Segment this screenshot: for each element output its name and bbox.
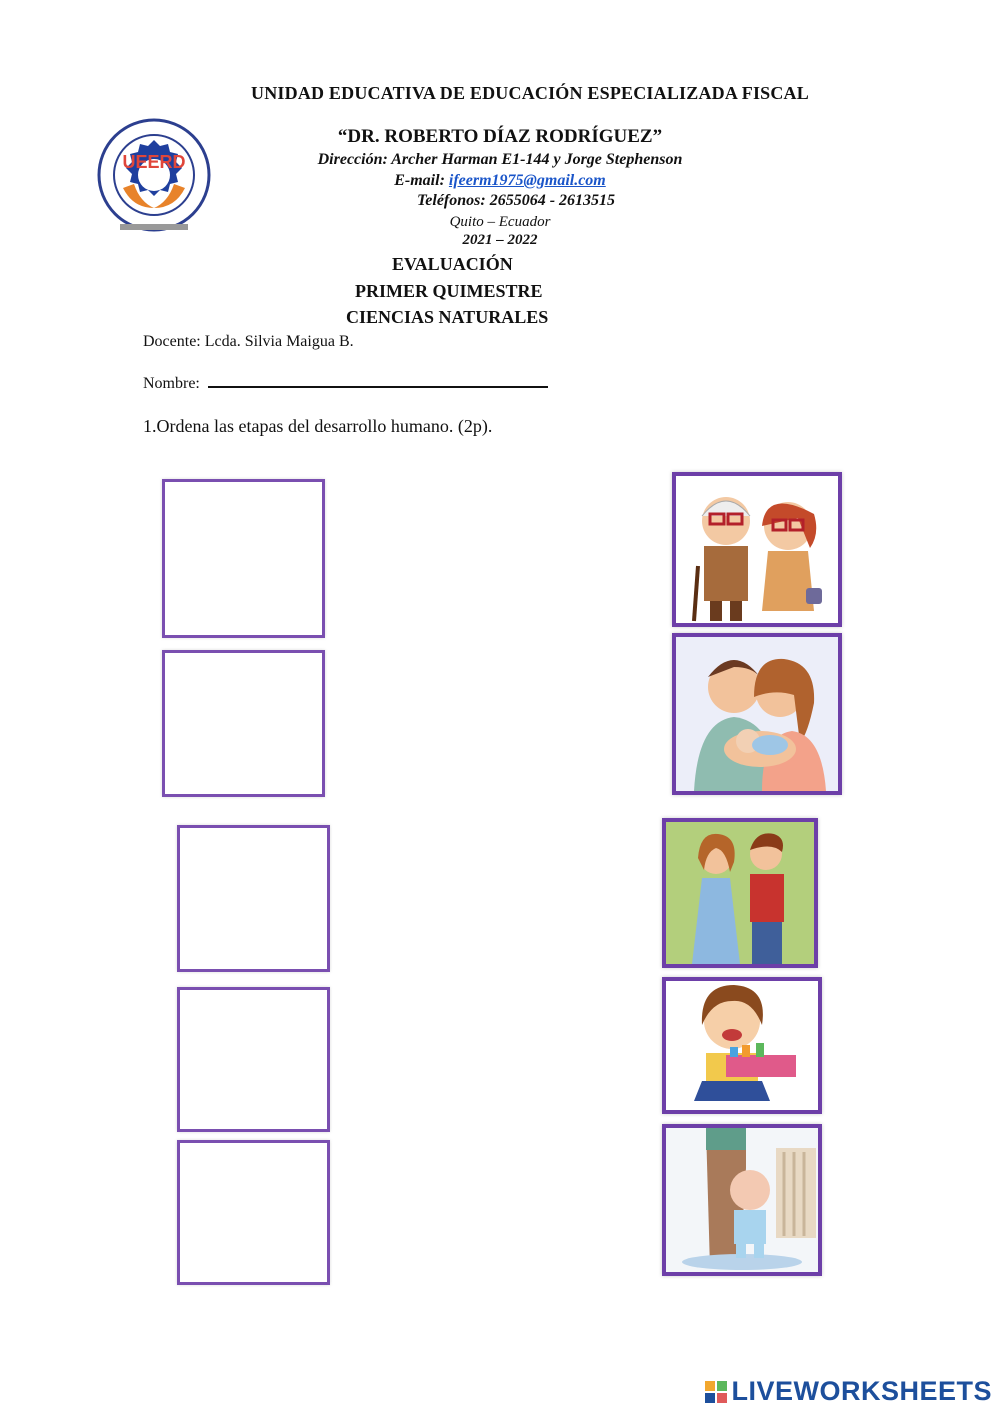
parents-with-baby-image[interactable] (672, 633, 842, 795)
answer-box-5[interactable] (177, 1140, 330, 1285)
answer-box-3[interactable] (177, 825, 330, 972)
question-1: 1.Ordena las etapas del desarrollo humano. (2p). (143, 416, 493, 436)
nombre-label: Nombre: (143, 375, 200, 392)
teacher-name: Docente: Lcda. Silvia Maigua B. (143, 333, 354, 350)
footer-text: LIVEWORKSHEETS (731, 1376, 992, 1406)
email-label: E-mail: (394, 172, 445, 189)
elderly-couple-image[interactable] (672, 472, 842, 627)
liveworksheets-brand[interactable] (705, 1376, 992, 1407)
young-adult-couple-image[interactable] (662, 818, 818, 968)
phones: Teléfonos: 2655064 - 2613515 (416, 192, 616, 209)
years: 2021 – 2022 (462, 232, 538, 248)
toddler-walking-image[interactable] (662, 1124, 822, 1276)
svg-text:UEERD: UEERD (122, 152, 186, 172)
school-name: “DR. ROBERTO DÍAZ RODRÍGUEZ” (337, 126, 663, 147)
address: Dirección: Archer Harman E1-144 y Jorge Stephenson (317, 151, 683, 168)
name-underline (208, 376, 548, 388)
answer-box-2[interactable] (162, 650, 325, 797)
city: Quito – Ecuador (449, 214, 551, 230)
student-name-field[interactable] (143, 375, 548, 393)
liveworksheets-icon (705, 1379, 727, 1401)
exam-type: EVALUACIÓN (392, 254, 513, 274)
exam-subject: CIENCIAS NATURALES (346, 307, 549, 327)
answer-box-4[interactable] (177, 987, 330, 1132)
schoolgirl-image[interactable] (662, 977, 822, 1114)
answer-box-1[interactable] (162, 479, 325, 638)
exam-period: PRIMER QUIMESTRE (355, 281, 543, 301)
institution-title: UNIDAD EDUCATIVA DE EDUCACIÓN ESPECIALIZADA FISCAL (251, 83, 809, 103)
email-link[interactable]: ifeerm1975@gmail.com (448, 172, 606, 189)
email-line (0, 172, 1000, 190)
